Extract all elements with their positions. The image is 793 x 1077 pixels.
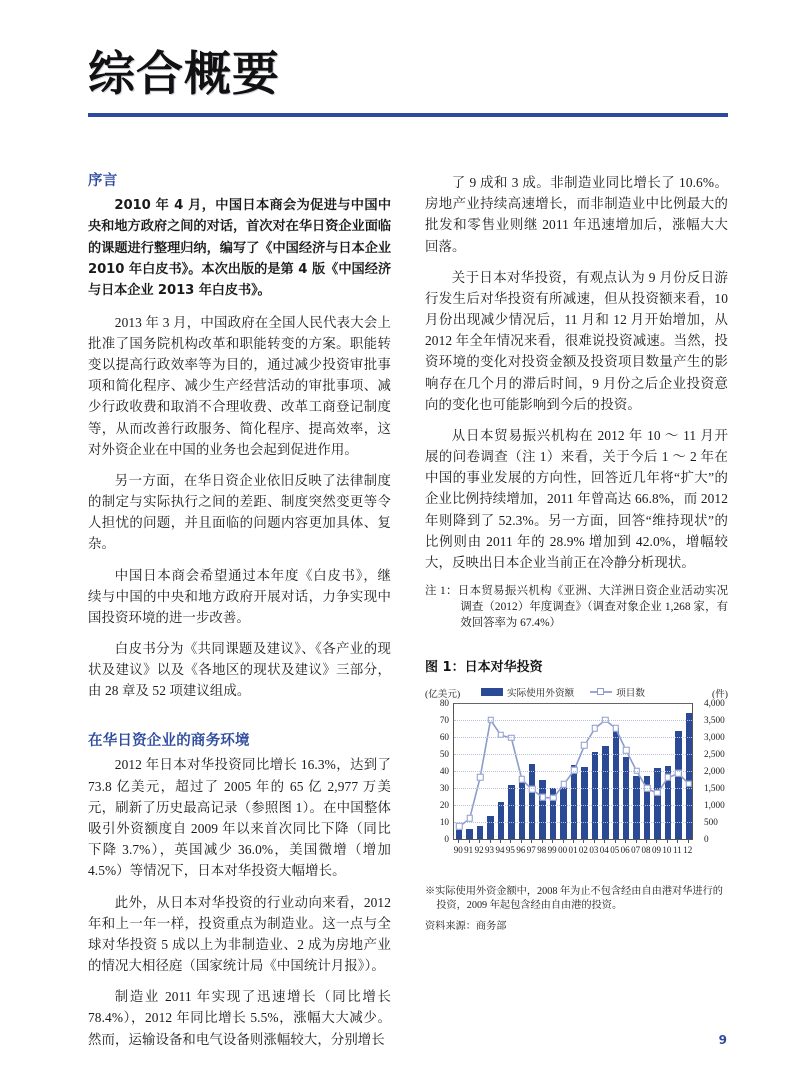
x-tick-label: 08: [641, 844, 651, 855]
y2-axis-unit-label: (件): [712, 688, 728, 700]
x-tick-mark: [479, 839, 480, 843]
chart-gridline: [454, 771, 692, 772]
x-tick-mark: [573, 839, 574, 843]
right-column: [425, 172, 728, 1060]
y2-tick-label: 4,000: [704, 697, 725, 708]
chart-line-marker: [623, 747, 630, 754]
x-tick-label: 95: [505, 844, 515, 855]
x-tick-label: 92: [474, 844, 484, 855]
chart-gridline: [454, 822, 692, 823]
x-tick-mark: [656, 839, 657, 843]
x-tick-mark: [469, 839, 470, 843]
x-tick-label: 03: [589, 844, 599, 855]
x-tick-label: 94: [495, 844, 505, 855]
y2-tick-label: 1,500: [704, 782, 725, 793]
x-tick-label: 10: [662, 844, 672, 855]
legend-label: 实际使用外资额: [507, 687, 575, 699]
left-column: [88, 172, 391, 1060]
paragraph: 此外，从日本对华投资的行业动向来看，2012 年和上一年一样，投资重点为制造业。这一点与全球对华投资 5 成以上为非制造业、2 成为房地产业的情况大相径庭（国家统计局《中国统计月报》）。: [88, 894, 391, 974]
x-tick-mark: [510, 839, 511, 843]
y-tick-label: 60: [439, 731, 449, 742]
chart-line-marker: [466, 815, 473, 822]
paragraph: 中国日本商会希望通过本年度《白皮书》，继续与中国的中央和地方政府开展对话，力争实现中国投资环境的进一步改善。: [88, 567, 391, 625]
chart-line-marker: [592, 725, 599, 732]
x-tick-mark: [563, 839, 564, 843]
x-tick-label: 11: [673, 844, 682, 855]
y-axis-left: [425, 697, 449, 844]
chart-line-marker: [456, 823, 463, 830]
x-tick-label: 09: [651, 844, 661, 855]
legend-item-line: [590, 685, 645, 699]
y-tick-label: 50: [439, 748, 449, 759]
figure-1: [425, 656, 728, 935]
legend-item-bars: [481, 685, 574, 699]
chart-gridline: [454, 754, 692, 755]
figure-source: 资料来源：商务部: [425, 921, 507, 933]
x-tick-label: 90: [453, 844, 463, 855]
y2-tick-label: 500: [704, 816, 718, 827]
chart-line-marker: [539, 794, 546, 801]
section-heading-business-environment: 在华日资企业的商务环境: [88, 732, 250, 749]
chart-line-marker: [519, 776, 526, 783]
x-tick-mark: [521, 839, 522, 843]
y-axis-unit-label: (亿美元): [425, 688, 461, 700]
chart-container: [425, 685, 728, 875]
x-tick-mark: [688, 839, 689, 843]
y-tick-label: 20: [439, 799, 449, 810]
x-tick-label: 07: [631, 844, 641, 855]
x-tick-label: 02: [578, 844, 588, 855]
chart-line-marker: [581, 742, 588, 749]
x-tick-mark: [552, 839, 553, 843]
x-tick-label: 12: [683, 844, 693, 855]
y2-tick-label: 3,500: [704, 714, 725, 725]
x-axis-labels: [453, 845, 693, 859]
y2-tick-label: 3,000: [704, 731, 725, 742]
chart-gridline: [454, 703, 692, 704]
paragraph: 了 9 成和 3 成。非制造业同比增长了 10.6%。房地产业持续高速增长，而非制造业中比例最大的批发和零售业则继 2011 年迅速增加后，涨幅大大回落。: [425, 175, 728, 254]
x-tick-mark: [594, 839, 595, 843]
paragraph: 2013 年 3 月，中国政府在全国人民代表大会上批准了国务院机构改革和职能转变的方案。职能转变以提高行政效率等为目的，通过减少投资审批事项和简化程序、减少生产经营活动的审批事项、减少行政收费和取消不合理收费、改革工商登记制度等，从而改善行政服务、简化程序、提高效率，这对外资企业在中国的业务也会起到促进作用。: [88, 314, 391, 457]
y-tick-label: 30: [439, 782, 449, 793]
y-tick-label: 70: [439, 714, 449, 725]
paragraph: 白皮书分为《共同课题及建议》、《各产业的现状及建议》以及《各地区的现状及建议》三部分，由 28 章及 52 项建议组成。: [88, 641, 391, 699]
x-tick-mark: [604, 839, 605, 843]
chart-line-marker: [612, 725, 619, 732]
chart-gridline: [454, 737, 692, 738]
y-tick-label: 80: [439, 697, 449, 708]
x-tick-mark: [636, 839, 637, 843]
chart-line-marker: [665, 774, 672, 781]
y2-tick-label: 2,000: [704, 765, 725, 776]
chart-gridline: [454, 720, 692, 721]
title-rule: [88, 113, 728, 117]
chart-line-marker: [560, 781, 567, 788]
y-tick-label: 10: [439, 816, 449, 827]
paragraph: 2010 年 4 月，中国日本商会为促进与中国中央和地方政府之间的对话，首次对在华日资企业面临的课题进行整理归纳，编写了《中国经济与日本企业 2010 年白皮书》。本次出版的是第 4 版《中国经济与日本企业 2013 年白皮书》。: [88, 197, 391, 299]
x-tick-mark: [531, 839, 532, 843]
y-axis-right: [704, 697, 728, 844]
paragraph: 关于日本对华投资，有观点认为 9 月份反日游行发生后对华投资有所减速，但从投资额来看，10 月份出现减少情况后，11 月和 12 月开始增加，从 2012 年全年情况来看，很难说投资减速。当然，投资环境的变化对投资金额及投资项目数量产生的影响存在几个月的滞后时间，9 月份之后企业投资意向的变化也可能影响到今后的投资。: [425, 269, 728, 412]
x-tick-label: 98: [537, 844, 547, 855]
chart-line-marker: [654, 790, 661, 797]
paragraph: 制造业 2011 年实现了迅速增长（同比增长 78.4%），2012 年同比增长 5.5%，涨幅大大减少。然而，运输设备和电气设备则涨幅较大，分别增长: [88, 989, 391, 1047]
x-tick-mark: [667, 839, 668, 843]
x-tick-mark: [458, 839, 459, 843]
x-tick-mark: [646, 839, 647, 843]
title-block: [88, 47, 728, 117]
x-tick-label: 93: [485, 844, 495, 855]
y2-tick-label: 0: [704, 833, 709, 844]
chart-line-marker: [477, 774, 484, 781]
chart-line-marker: [550, 795, 557, 802]
x-tick-label: 00: [558, 844, 568, 855]
legend-bar-swatch-icon: [481, 688, 503, 696]
chart-plot-area: [425, 697, 728, 863]
chart-plot: [453, 703, 693, 839]
x-tick-mark: [677, 839, 678, 843]
paragraph: 从日本贸易振兴机构在 2012 年 10 ～ 11 月开展的问卷调查（注 1）来看，关于今后 1 ～ 2 年在中国的事业发展的方向性，回答近几年将“扩大”的企业比例持续增加，2011 年曾高达 66.8%，而 2012 年则降到了 52.3%。另一方面，回答“维持现状”的比例则由 2011 年的 28.9% 增加到 42.0%，增幅较大，反映出日本企业当前正在冷静分析现状。: [425, 427, 728, 570]
paragraph: 2012 年日本对华投资同比增长 16.3%，达到了 73.8 亿美元，超过了 2005 年的 65 亿 2,977 万美元，刷新了历史最高记录（参照图 1）。在中国整体吸引外资额度自 2009 年以来首次同比下降（同比下降 3.7%），英国减少 36.0%，美国微增（增加 4.5%）等情况下，日本对华投资大幅增长。: [88, 757, 391, 879]
x-tick-label: 97: [526, 844, 536, 855]
chart-line-marker: [508, 734, 515, 741]
y2-tick-label: 2,500: [704, 748, 725, 759]
content-columns: [88, 172, 728, 1060]
paragraph: 另一方面，在华日资企业依旧反映了法律制度的制定与实际执行之间的差距、制度突然变更等令人担忧的问题，并且面临的问题内容更加具体、复杂。: [88, 472, 391, 552]
x-tick-mark: [625, 839, 626, 843]
x-tick-mark: [490, 839, 491, 843]
figure-notes: [425, 885, 728, 935]
section-heading-preface: 序言: [88, 173, 118, 189]
chart-legend: [425, 685, 728, 701]
x-tick-label: 06: [620, 844, 630, 855]
figure-note-asterisk: ※实际使用外资金额中，2008 年为止不包含经由自由港对华进行的投资，2009 年起包含经由自由港的投资。: [425, 885, 723, 912]
legend-label: 项目数: [616, 687, 645, 699]
x-tick-label: 96: [516, 844, 526, 855]
x-tick-label: 99: [547, 844, 557, 855]
y-tick-label: 0: [444, 833, 449, 844]
x-tick-mark: [615, 839, 616, 843]
x-tick-label: 04: [599, 844, 609, 855]
x-tick-mark: [583, 839, 584, 843]
x-tick-label: 01: [568, 844, 578, 855]
x-tick-mark: [542, 839, 543, 843]
x-tick-label: 91: [464, 844, 474, 855]
y-tick-label: 40: [439, 765, 449, 776]
x-tick-mark: [500, 839, 501, 843]
legend-line-swatch-icon: [590, 688, 612, 696]
page-number: 9: [718, 1033, 727, 1047]
chart-line-marker: [686, 780, 693, 787]
footnote-note1: 注 1：日本贸易振兴机构《亚洲、大洋洲日资企业活动实况调查（2012）年度调查》（调查对象企业 1,268 家，有效回答率为 67.4%）: [425, 585, 728, 630]
figure-title: 图 1：日本对华投资: [425, 659, 543, 675]
chart-gridline: [454, 788, 692, 789]
x-tick-label: 05: [610, 844, 620, 855]
y2-tick-label: 1,000: [704, 799, 725, 810]
page-title: 综合概要: [88, 47, 280, 102]
chart-gridline: [454, 805, 692, 806]
